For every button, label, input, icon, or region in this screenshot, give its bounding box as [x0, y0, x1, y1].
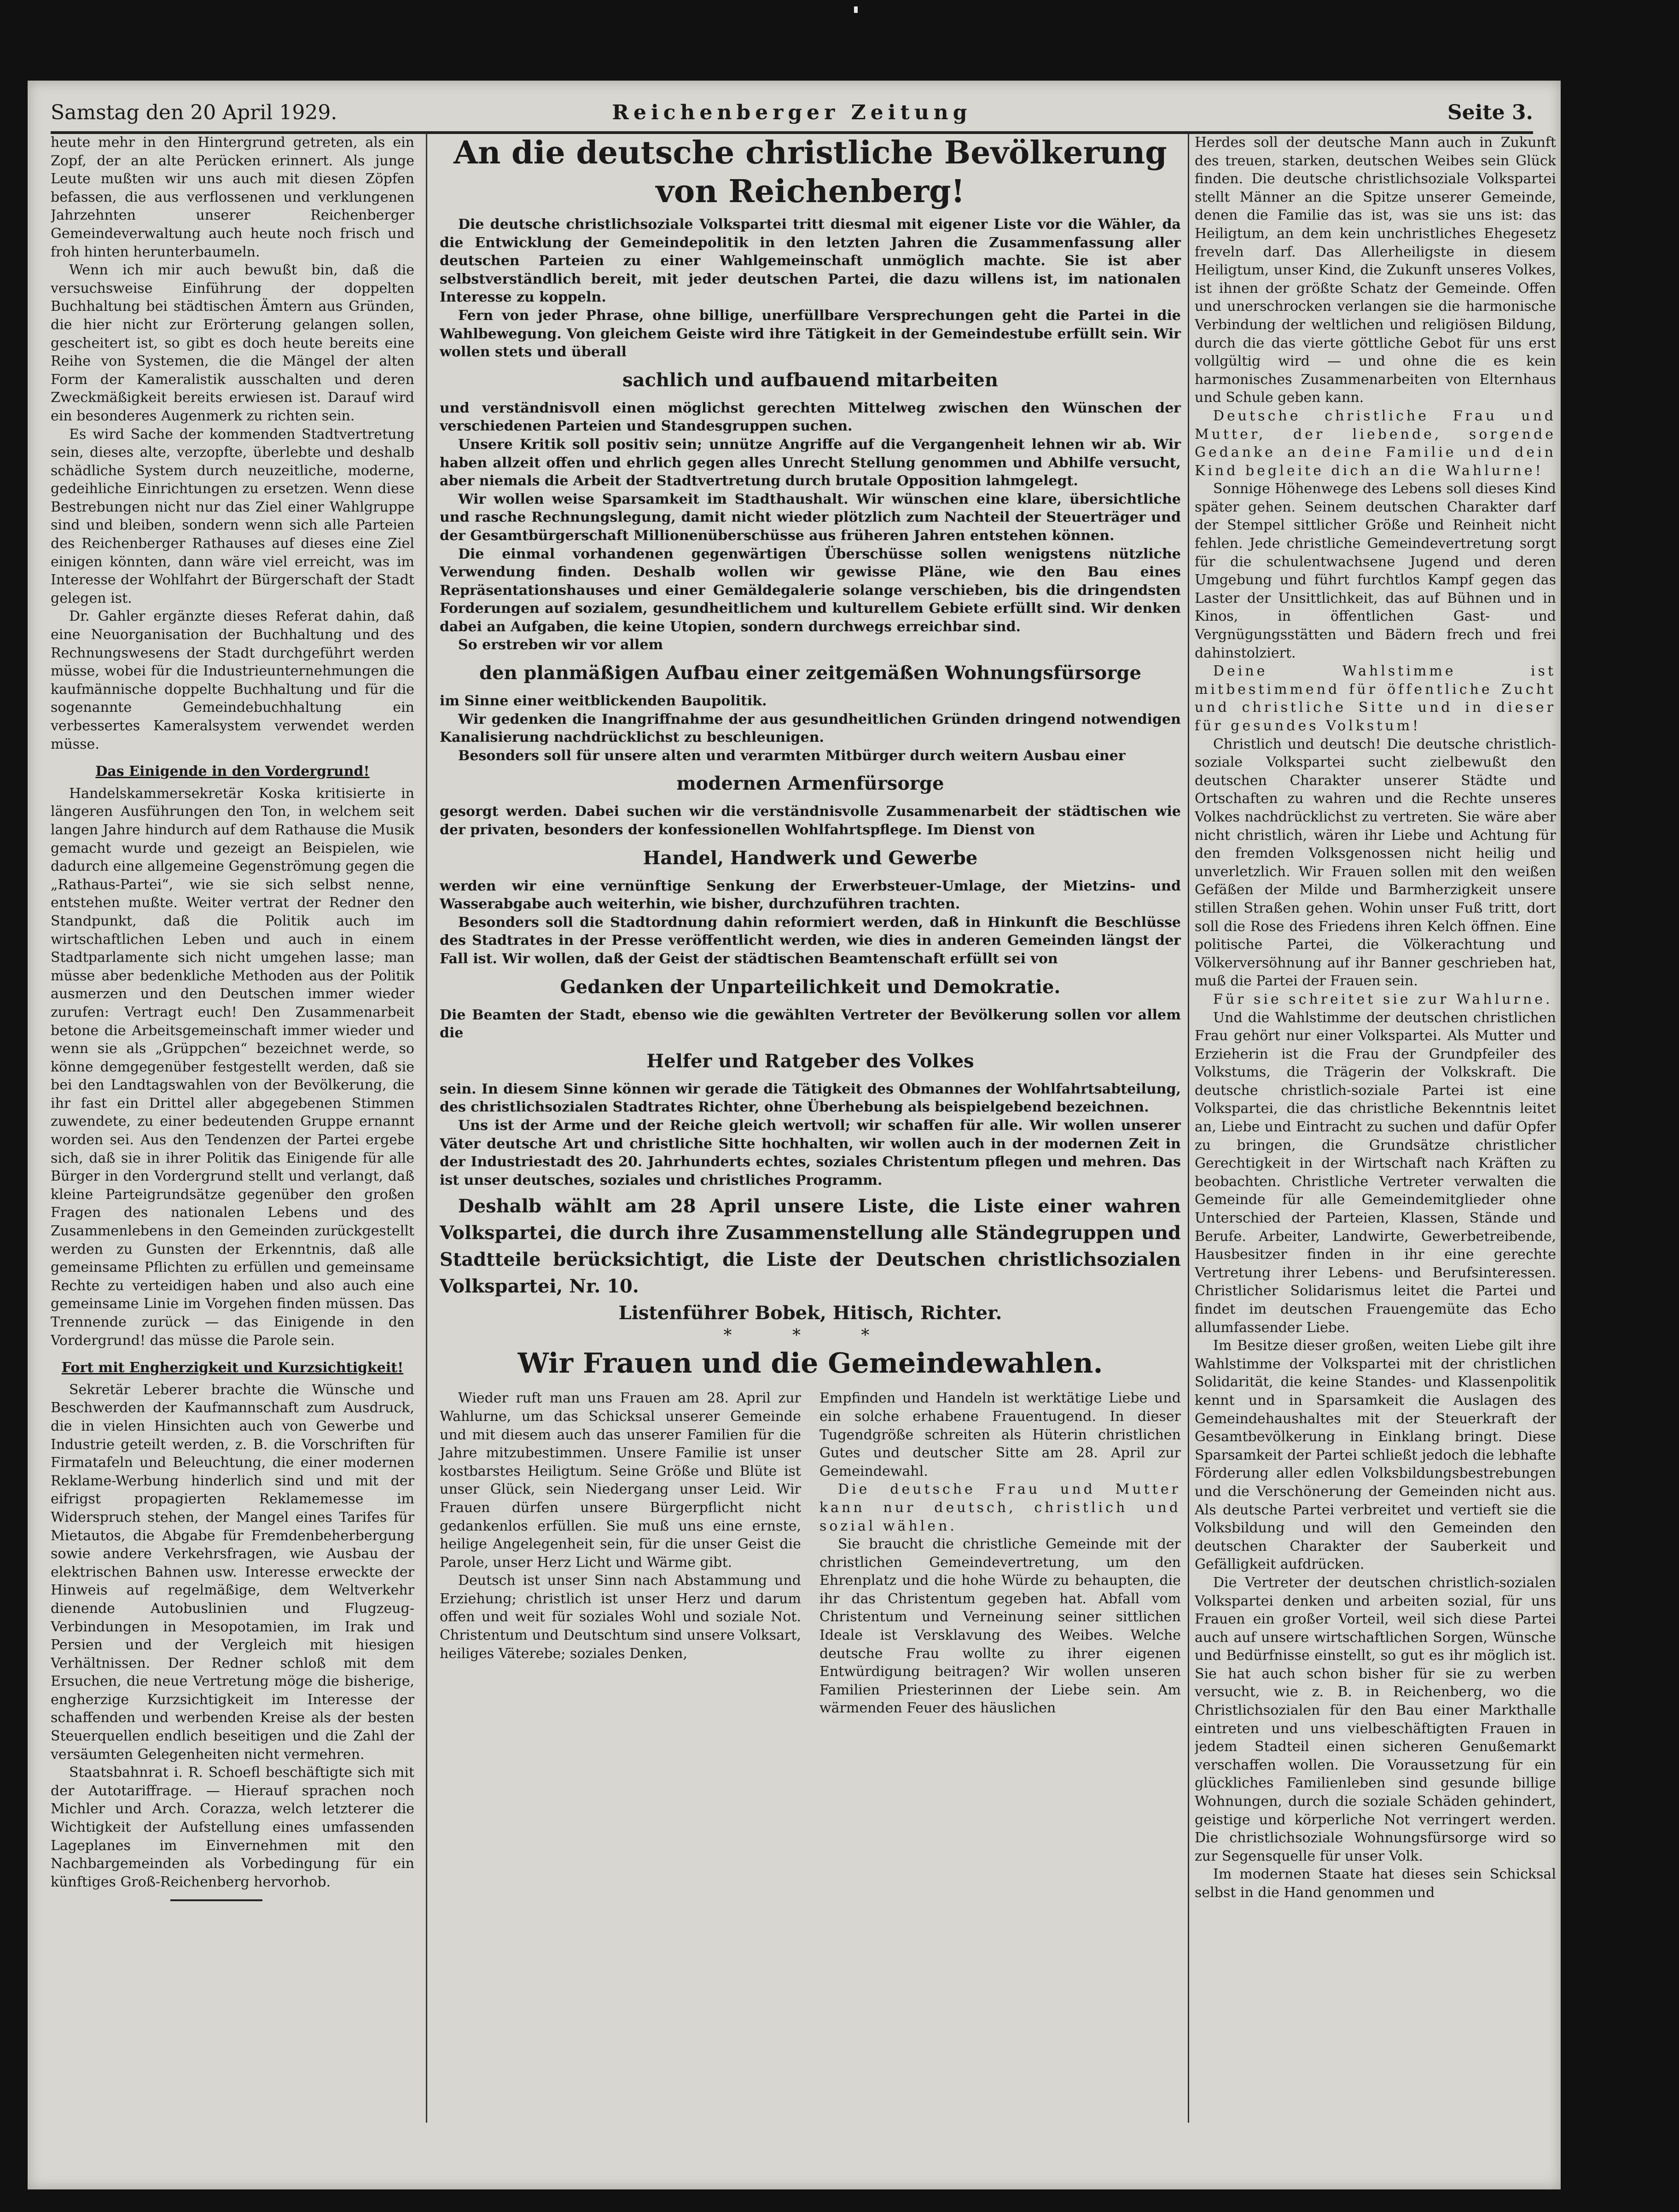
article-paragraph: Uns ist der Arme und der Reiche gleich wertvoll; wir schaffen für alle. Wir wollen unserer Väter deutsche Art und christliche Sitte hochhalten, wir wollen auch in der modernen Zeit in der Industriestadt des 20. Jahrhunderts echtes, soziales Christentum pflegen und mehren. Das ist unser deutsches, soziales und christliches Programm.	[440, 1117, 1181, 1188]
article-paragraph: Fern von jeder Phrase, ohne billige, unerfüllbare Versprechungen geht die Partei in die Wahlbewegung. Von gleichem Geiste wird ihre Tätigkeit in der Gemeindestube erfüllt sein. Wir wollen stets und überall	[440, 307, 1181, 361]
right-paragraph: Im modernen Staate hat dieses sein Schicksal selbst in die Hand genommen und	[1195, 1866, 1556, 1901]
article-headline: An die deutsche christliche Bevölkerung von Reichenberg!	[453, 134, 1167, 210]
second-article-paragraph: Die deutsche Frau und Mutter kann nur deutsch, christlich und sozial wählen.	[819, 1481, 1181, 1534]
middle-article	[440, 134, 1181, 1717]
article-paragraph: Besonders soll die Stadtordnung dahin reformiert werden, daß in Hinkunft die Beschlüsse des Stadtrates in der Presse veröffentlicht werden, wie dies in anderen Gemeinden längst der Fall ist. Wir wollen, daß der Geist der städtischen Beamtenschaft erfüllt sei von	[440, 914, 1181, 967]
column-rule-right	[1188, 134, 1189, 2123]
article-subheading: Handel, Handwerk und Gewerbe	[643, 847, 978, 869]
second-article-paragraph: Wieder ruft man uns Frauen am 28. April zur Wahlurne, um das Schicksal unserer Gemeinde und mit diesem auch das unserer Familien für die Jahre mitzubestimmen. Unsere Familie ist unser kostbarstes Heiligtum. Seine Größe und Blüte ist unser Glück, sein Niedergang unser Leid. Wir Frauen dürfen unsere Bürgerpflicht nicht gedankenlos erfüllen. Sie muß uns eine ernste, heilige Angelegenheit sein, für die unser Geist die Parole, unser Herz Licht und Wärme gibt.	[440, 1390, 801, 1571]
article-paragraph: Die Beamten der Stadt, ebenso wie die gewählten Vertreter der Bevölkerung sollen vor allem die	[440, 1007, 1181, 1042]
article-subheading: den planmäßigen Aufbau einer zeitgemäßen Wohnungsfürsorge	[479, 662, 1141, 684]
left-paragraph: Es wird Sache der kommenden Stadtvertretung sein, dieses alte, verzopfte, überlebte und deshalb schädliche System durch neuzeitliche, moderne, gedeihliche Einrichtungen zu ersetzen. Wenn diese Bestrebungen nicht nur das Ziel einer Wahlgruppe sind und bleiben, sondern wenn sich alle Parteien des Reichenberger Rathauses auf dieses eine Ziel einigen könnten, dann wäre viel erreicht, was im Interesse der Wohlfahrt der Bürgerschaft der Stadt gelegen ist.	[51, 426, 414, 606]
left-paragraph: heute mehr in den Hintergrund getreten, als ein Zopf, der an alte Perücken erinnert. Als junge Leute mußten wir uns auch mit diesen Zöpfen befassen, die aus verflossenen und verklungenen Jahrzehnten unserer Reichenberger Gemeindeverwaltung auch heute noch frisch und froh hinten herunterbaumeln.	[51, 134, 414, 260]
article-paragraph: werden wir eine vernünftige Senkung der Erwerbsteuer-Umlage, der Mietzins- und Wasserabgabe auch weiterhin, wie bisher, durchzuführen trachten.	[440, 878, 1181, 913]
right-paragraph: Herdes soll der deutsche Mann auch in Zukunft des treuen, starken, deutschen Weibes sein Glück finden. Die deutsche christlichsoziale Volkspartei stellt Männer an die Spitze unserer Gemeinde, denen die Familie das ist, was sie uns ist: das Heiligtum, an dem kein unchristliches Ehegesetz freveln darf. Das Allerheiligste in diesem Heiligtum, unser Kind, die Zukunft unseres Volkes, ist ihnen der größte Schatz der Gemeinde. Offen und unerschrocken verlangen sie die harmonische Verbindung der weltlichen und religiösen Bildung, durch die das vierte göttliche Gebot für uns erst vollgültig wird — und ohne die es kein harmonisches Zusammenarbeiten von Elternhaus und Schule geben kann.	[1195, 134, 1556, 406]
second-article-paragraph: Deutsch ist unser Sinn nach Abstammung und Erziehung; christlich ist unser Herz und darum offen und weit für soziales Wohl und soziale Not. Christentum und Deutschtum sind unsere Volksart, heiliges Väterebe; soziales Denken,	[440, 1572, 801, 1662]
second-article-col-b	[819, 1389, 1181, 1717]
second-article-col-a	[440, 1389, 801, 1717]
header-page-number: Seite 3.	[1447, 101, 1533, 124]
article-paragraph: Die deutsche christlichsoziale Volkspartei tritt diesmal mit eigener Liste vor die Wähler, da die Entwicklung der Gemeindepolitik in den letzten Jahren die Zusammenfassung aller deutschen Parteien zu einer Wahlgemeinschaft unmöglich machte. Sie ist aber selbstverständlich bereit, mit jeder deutschen Partei, die dazu willens ist, im nationalen Interesse zu koppeln.	[440, 216, 1181, 306]
left-paragraph: Wenn ich mir auch bewußt bin, daß die versuchsweise Einführung der doppelten Buchhaltung bei städtischen Ämtern aus Gründen, die hier nicht zur Erörterung gelangen sollen, gescheitert ist, so gibt es doch heute bereits eine Reihe von Systemen, die die Mängel der alten Form der Kameralistik ausschalten und deren Zweckmäßigkeit bereits erwiesen ist. Darauf wird ein besonderes Augenmerk zu richten sein.	[51, 262, 414, 424]
left-paragraph: Sekretär Leberer brachte die Wünsche und Beschwerden der Kaufmannschaft zum Ausdruck, die in vielen Hinsichten auch von Gewerbe und Industrie geteilt werden, z. B. die Vorschriften für Firmatafeln und Beleuchtung, die einer modernen Reklame-Werbung hinderlich sind und mit der eifrigst propagierten Reklamemesse im Widerspruch stehen, der Mangel eines Tarifes für Mietautos, die Abgabe für Fremdenbeherbergung sowie andere Verkehrsfragen, wie Ausbau der elektrischen Bahnen usw. Interesse erweckte der Hinweis auf regelmäßige, dem Weltverkehr dienende Autobuslinien und Flugzeug-Verbindungen in Mesopotamien, im Irak und Persien und der Vergleich mit hiesigen Verhältnissen. Der Redner schloß mit dem Ersuchen, die neue Vertretung möge die bisherige, engherzige Kurzsichtigkeit im Interesse der schaffenden und werbenden Kreise als der besten Steuerquellen endlich beseitigen und die Zahl der versäumten Gelegenheiten nicht vermehren.	[51, 1381, 414, 1763]
article-paragraph: sein. In diesem Sinne können wir gerade die Tätigkeit des Obmannes der Wohlfahrtsabteilung, des christlichsozialen Stadtrates Richter, ohne Überhebung als beispielgebend bezeichnen.	[440, 1081, 1181, 1116]
article-paragraph: Unsere Kritik soll positiv sein; unnütze Angriffe auf die Vergangenheit lehnen wir ab. Wir haben allzeit offen und ehrlich gegen alles Unrecht Stellung genommen und Abhilfe versucht, aber niemals die Arbeit der Stadtvertretung durch brutale Opposition lahmgelegt.	[440, 436, 1181, 489]
right-paragraph: Im Besitze dieser großen, weiten Liebe gilt ihre Wahlstimme der Volkspartei mit der christlichen Solidarität, die keine Standes- und Klassenpolitik kennt und in Sparsamkeit die Auslagen des Gemeindehaushaltes mit der Steuerkraft der Gesamtbevölkerung in Einklang bringt. Diese Sparsamkeit der Partei schließt jedoch die lebhafte Förderung aller edlen Volksbildungsbestrebungen und die Verschönerung der Gemeinden nicht aus. Als deutsche Partei verbreitet und vertieft sie die Volksbildung und will den Gemeinden den deutschen Charakter der Sauberkeit und Gefälligkeit aufdrücken.	[1195, 1338, 1556, 1573]
article-paragraph: Besonders soll für unsere alten und verarmten Mitbürger durch weitern Ausbau einer	[458, 747, 1126, 764]
right-paragraph: Deutsche christliche Frau und Mutter, der liebende, sorgende Gedanke an deine Familie und dein Kind begleite dich an die Wahlurne!	[1195, 407, 1556, 479]
article-subheading: modernen Armenfürsorge	[676, 773, 944, 795]
article-paragraph: Die einmal vorhandenen gegenwärtigen Überschüsse sollen wenigstens nützliche Verwendung finden. Deshalb wollen wir gewisse Pläne, wie den Bau eines Repräsentationshauses und einer Gemäldegalerie solange verschieben, bis die dringendsten Forderungen auf sozialem, gesundheitlichem und kulturellem Gebiete erfüllt sind. Wir denken dabei an Aufgaben, die keine Utopien, sondern durchwegs erreichbar sind.	[440, 546, 1181, 635]
right-paragraph: Und die Wahlstimme der deutschen christlichen Frau gehört nur einer Volkspartei. Als Mutter und Erzieherin ist die Frau der Grundpfeiler des Volkstums, die Trägerin der Volkskraft. Die deutsche christlich-soziale Partei ist eine Volkspartei, die das christliche Bekenntnis leitet an, Liebe und Eintracht zu suchen und dafür Opfer zu bringen, die Grundsätze christlicher Gerechtigkeit in der Wirtschaft nach Kräften zu beobachten. Christliche Vertreter verwalten die Gemeinde für alle Gemeindemitglieder ohne Unterschied der Parteien, Klassen, Stände und Berufe. Arbeiter, Landwirte, Gewerbetreibende, Hausbesitzer finden in ihr eine gerechte Vertretung ihrer Lebens- und Berufsinteressen. Christlicher Solidarismus leitet die Partei und findet im deutschen Frauengemüte das Echo allumfassender Liebe.	[1195, 1009, 1556, 1336]
header-title: Reichenberger Zeitung	[612, 101, 972, 124]
left-paragraph: Dr. Gahler ergänzte dieses Referat dahin, daß eine Neuorganisation der Buchhaltung und des Rechnungswesens der Stadt durchgeführt werden müsse, wobei für die Industrieunternehmungen die kaufmännische doppelte Buchhaltung und für die sogenannte Gemeindebuchhaltung ein verbessertes Kameralsystem verwendet werden müsse.	[51, 608, 414, 752]
scan-speck	[854, 6, 858, 13]
article-paragraph: So erstreben wir vor allem	[458, 637, 663, 653]
end-rule	[170, 1899, 262, 1901]
article-body	[440, 215, 1181, 1189]
second-article-paragraph: Sie braucht die christliche Gemeinde mit der christlichen Gemeindevertretung, um den Ehrenplatz und die hohe Würde zu behaupten, die ihr das Christentum gegeben hat. Abfall vom Christentum und Verneinung seiner sittlichen Ideale ist Versklavung des Weibes. Welche deutsche Frau wollte zu ihrer eigenen Entwürdigung beitragen? Wir wollen unseren Familien Priesterinnen der Liebe sein. Am wärmenden Feuer des häuslichen	[819, 1536, 1181, 1717]
section-separator: * * *	[723, 1326, 897, 1345]
second-article-paragraph: Empfinden und Handeln ist werktätige Liebe und ein solche erhabene Frauentugend. In dieser Tugendgröße schreiten als Hüterin christlichen Gutes und deutscher Sitte am 28. April zur Gemeindewahl.	[819, 1390, 1181, 1479]
left-subheading: Das Einigende in den Vordergrund!	[95, 763, 370, 780]
article-paragraph: im Sinne einer weitblickenden Baupolitik.	[440, 693, 767, 710]
article-list-leaders: Listenführer Bobek, Hitisch, Richter.	[618, 1302, 1002, 1324]
right-paragraph: Die Vertreter der deutschen christlich-sozialen Volkspartei denken und arbeiten sozial, für uns Frauen ein großer Vorteil, weil sich diese Partei auch auf unsere wirtschaftlichen Sorgen, Wünsche und Bedürfnisse einstellt, so gut es ihr möglich ist. Sie hat auch schon bisher für sie zu werben versucht, wie z. B. in Reichenberg, wo die Christlichsozialen für den Bau einer Markthalle eintreten und uns vielbeschäftigten Frauen in jedem Stadteil einen sicheren Genußemarkt verschaffen wollen. Die Voraussetzung für ein glückliches Familienleben sind gesunde billige Wohnungen, durch die soziale Schäden gehindert, geistige und körperliche Not verringert werden. Die christlichsoziale Wohnungsfürsorge wird so zur Segensquelle für unser Volk.	[1195, 1574, 1556, 1864]
article-paragraph: Wir wollen weise Sparsamkeit im Stadthaushalt. Wir wünschen eine klare, übersichtliche und rasche Rechnungslegung, damit nicht wieder plötzlich zum Nachteil der Steuerträger und der Gesamtbürgerschaft Millionenüberschüsse aus früheren Jahren entstehen können.	[440, 491, 1181, 544]
right-paragraph: Deine Wahlstimme ist mitbestimmend für öffentliche Zucht und christliche Sitte und in dieser für gesundes Volkstum!	[1195, 663, 1556, 734]
right-paragraph: Christlich und deutsch! Die deutsche christlich-soziale Volkspartei sucht zielbewußt den deutschen Charakter unserer Städte und Ortschaften zu wahren und die Rechte unseres Volkes nachdrücklichst zu vertreten. Sie wäre aber nicht christlich, wären ihr Liebe und Achtung für den fremden Volksgenossen nicht heilig und unverletzlich. Wir Frauen sollen mit den weißen Gefäßen der Milde und Barmherzigkeit unsere stillen Straßen gehen. Wohin unser Fuß tritt, dort soll die Rose des Friedens ihren Kelch öffnen. Eine politische Partei, die Völkerachtung und Völkerversöhnung auf ihr Banner geschrieben hat, muß die Partei der Frauen sein.	[1195, 736, 1556, 990]
second-headline: Wir Frauen und die Gemeindewahlen.	[517, 1347, 1103, 1380]
right-column	[1195, 134, 1556, 2123]
right-paragraph: Für sie schreitet sie zur Wahlurne.	[1213, 991, 1553, 1007]
article-paragraph: gesorgt werden. Dabei suchen wir die verständnisvolle Zusammenarbeit der städtischen wie der privaten, besonders der konfessionellen Wohlfahrtspflege. Im Dienst von	[440, 803, 1181, 838]
column-rule-left	[426, 134, 427, 2123]
left-paragraph: Staatsbahnrat i. R. Schoefl beschäftigte sich mit der Autotariffrage. — Hierauf sprachen noch Michler und Arch. Corazza, welch letzterer die Wichtigkeit der Aufstellung eines umfassenden Lageplanes im Einvernehmen mit den Nachbargemeinden als Vorbedingung für ein künftiges Groß-Reichenberg hervorhob.	[51, 1764, 414, 1890]
article-subheading: Helfer und Ratgeber des Volkes	[646, 1050, 974, 1072]
second-article	[440, 1389, 1181, 1717]
article-subheading: sachlich und aufbauend mitarbeiten	[622, 369, 998, 391]
article-call-to-vote: Deshalb wählt am 28 April unsere Liste, die Liste einer wahren Volkspartei, die durch ihre Zusammenstellung alle Ständegruppen und Stadtteile berücksichtigt, die Liste der Deutschen christlichsozialen Volkspartei, Nr. 10.	[440, 1195, 1181, 1298]
left-column	[51, 134, 414, 2058]
page-header	[51, 99, 1533, 134]
right-paragraph: Sonnige Höhenwege des Lebens soll dieses Kind später gehen. Seinem deutschen Charakter darf der Stempel sittlicher Größe und Reinheit nicht fehlen. Jede christliche Gemeindevertretung sorgt für die schulentwachsene Jugend und deren Umgebung und führt furchtlos Kampf gegen das Laster der Unsittlichkeit, das auf Bühnen und in Kinos, in öffentlichen Gast- und Vergnügungsstätten und Bädern frech und frei dahinstolziert.	[1195, 481, 1556, 661]
left-subheading: Fort mit Engherzigkeit und Kurzsichtigkeit!	[61, 1360, 404, 1376]
header-date: Samstag den 20 April 1929.	[51, 101, 337, 124]
article-paragraph: und verständnisvoll einen möglichst gerechten Mittelweg zwischen den Wünschen der verschiedenen Parteien und Standesgruppen suchen.	[440, 400, 1181, 435]
article-subheading: Gedanken der Unparteilichkeit und Demokratie.	[560, 976, 1061, 998]
left-paragraph: Handelskammersekretär Koska kritisierte in längeren Ausführungen den Ton, in welchem seit langen Jahre hindurch auf dem Rathause die Musik gemacht wurde und gezeigt an Beispielen, wie dadurch eine allgemeine Gegenströmung gegen die „Rathaus-Partei“, wie sie sich selbst nenne, entstehen mußte. Weiter vertrat der Redner den Standpunkt, daß die Politik auch im wirtschaftlichen Leben und auch in einem Stadtparlamente sich nicht umgehen lasse; man müsse aber bedenkliche Methoden aus der Politik ausmerzen und den Deutschen immer wieder zurufen: Vertragt euch! Den Zusammenarbeit betone die Arbeitsgemeinschaft immer wieder und wenn sie als „Grüppchen“ bezeichnet werde, so könne demgegenüber festgestellt werden, daß sie bei den Landtagswahlen von der Bevölkerung, die ihr fast ein Drittel aller abgegebenen Stimmen zuwendete, zu einer bedeutenden Gruppe ernannt worden sei. Aus den Tendenzen der Partei ergebe sich, daß sie in ihrer Politik das Einigende für alle Bürger in den Vordergrund stellt und verlangt, daß kleine Parteigrundsätze gegenüber den großen Fragen des nationalen Lebens und des Zusammenlebens in den Gemeinden zurückgestellt werden zu Gunsten der Erkenntnis, daß alle gemeinsame Pflichten zu erfüllen und gemeinsame Rechte zu verteidigen haben und also auch eine gemeinsame Linie im Vorgehen finden müssen. Das Trennende zurück — das Einigende in den Vordergrund! das müsse die Parole sein.	[51, 785, 414, 1349]
article-paragraph: Wir gedenken die Inangriffnahme der aus gesundheitlichen Gründen dringend notwendigen Kanalisierung nachdrücklichst zu beschleunigen.	[440, 711, 1181, 746]
